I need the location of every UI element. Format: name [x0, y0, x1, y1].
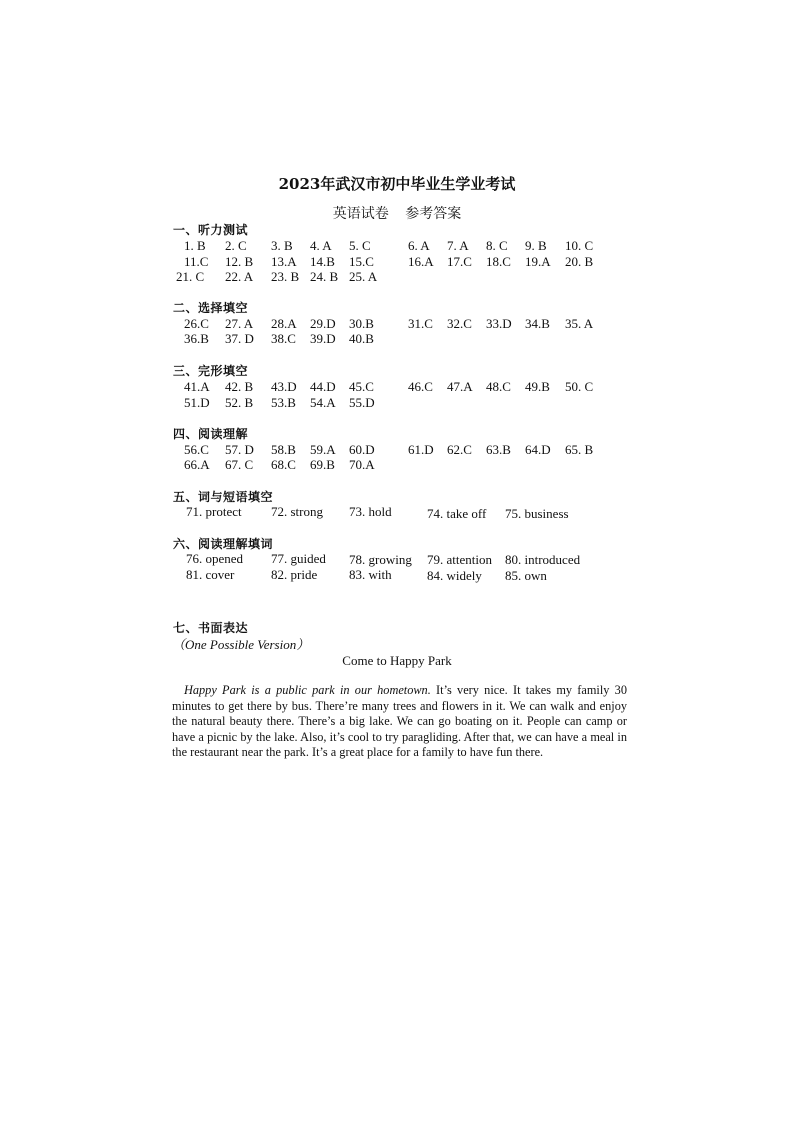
answer-item: 26.C: [184, 316, 209, 331]
section-heading-reading-fill: 六、阅读理解填词: [173, 537, 274, 551]
answer-item: 80. introduced: [505, 552, 581, 567]
section-heading-reading: 四、阅读理解: [173, 427, 249, 441]
page-subtitle: [0, 203, 794, 223]
answer-item: 27. A: [225, 316, 254, 331]
answer-item: 9. B: [525, 238, 547, 253]
answer-item: 78. growing: [349, 552, 412, 567]
answer-item: 13.A: [271, 254, 297, 269]
answer-item: 35. A: [565, 316, 594, 331]
version-note: （One Possible Version）: [172, 637, 310, 652]
answer-item: 66.A: [184, 457, 210, 472]
answer-item: 57. D: [225, 442, 254, 457]
answer-item: 19.A: [525, 254, 551, 269]
answer-item: 52. B: [225, 395, 254, 410]
answer-item: 3. B: [271, 238, 293, 253]
answer-item: 38.C: [271, 331, 296, 346]
answer-item: 70.A: [349, 457, 375, 472]
answer-item: 7. A: [447, 238, 469, 253]
answer-item: 31.C: [408, 316, 433, 331]
answer-item: 6. A: [408, 238, 430, 253]
answer-item: 46.C: [408, 379, 433, 394]
answer-item: 51.D: [184, 395, 210, 410]
answer-item: 10. C: [565, 238, 594, 253]
answer-item: 34.B: [525, 316, 550, 331]
answer-item: 33.D: [486, 316, 512, 331]
answer-item: 41.A: [184, 379, 210, 394]
answer-item: 23. B: [271, 269, 300, 284]
answer-item: 82. pride: [271, 567, 318, 582]
answer-item: 76. opened: [186, 551, 244, 566]
section-heading-vocabulary: 五、词与短语填空: [173, 490, 274, 504]
section-heading-writing: 七、书面表达: [173, 621, 249, 635]
answer-item: 11.C: [184, 254, 209, 269]
answer-item: 39.D: [310, 331, 336, 346]
answer-item: 55.D: [349, 395, 375, 410]
answer-item: 43.D: [271, 379, 297, 394]
essay-title: Come to Happy Park: [342, 653, 452, 668]
answer-item: 72. strong: [271, 504, 323, 519]
answer-item: 69.B: [310, 457, 335, 472]
answer-item: 58.B: [271, 442, 296, 457]
answer-item: 45.C: [349, 379, 374, 394]
answer-item: 56.C: [184, 442, 209, 457]
answer-item: 81. cover: [186, 567, 235, 582]
answer-item: 16.A: [408, 254, 434, 269]
answer-item: 64.D: [525, 442, 551, 457]
answer-item: 12. B: [225, 254, 254, 269]
answer-item: 60.D: [349, 442, 375, 457]
answer-item: 49.B: [525, 379, 550, 394]
answer-item: 85. own: [505, 568, 547, 583]
essay-body: [172, 683, 627, 761]
answer-item: 67. C: [225, 457, 254, 472]
answer-item: 15.C: [349, 254, 374, 269]
answer-item: 29.D: [310, 316, 336, 331]
answer-item: 53.B: [271, 395, 296, 410]
essay-text: It’s very nice. It takes my family 30 minutes to get there by bus. There’re many trees and flowers in it. We can walk and enjoy the natural beauty there. There’s a big lake. We can go boating on it. People can camp or have a picnic by the lake. Also, it’s cool to try paragliding. After that, we can have a meal in the restaurant near the park. It’s a great place for a family to have fun there.: [172, 683, 627, 760]
answer-item: 54.A: [310, 395, 336, 410]
answer-item: 20. B: [565, 254, 594, 269]
answer-item: 4. A: [310, 238, 332, 253]
answer-item: 62.C: [447, 442, 472, 457]
answer-item: 18.C: [486, 254, 511, 269]
answer-item: 28.A: [271, 316, 297, 331]
page-title: 2023年武汉市初中毕业生学业考试: [278, 175, 516, 193]
answer-item: 40.B: [349, 331, 374, 346]
answer-item: 2. C: [225, 238, 247, 253]
section-heading-choice: 二、选择填空: [173, 301, 249, 315]
answer-item: 21. C: [176, 269, 205, 284]
answer-item: 1. B: [184, 238, 206, 253]
section-heading-cloze: 三、完形填空: [173, 364, 249, 378]
answer-item: 61.D: [408, 442, 434, 457]
answer-item: 71. protect: [186, 504, 242, 519]
answer-item: 30.B: [349, 316, 374, 331]
answer-item: 17.C: [447, 254, 472, 269]
answer-item: 42. B: [225, 379, 254, 394]
answer-item: 22. A: [225, 269, 254, 284]
answer-item: 14.B: [310, 254, 335, 269]
answer-item: 63.B: [486, 442, 511, 457]
answer-item: 50. C: [565, 379, 594, 394]
answer-item: 74. take off: [427, 506, 487, 521]
answer-item: 8. C: [486, 238, 508, 253]
answer-item: 24. B: [310, 269, 339, 284]
answer-item: 59.A: [310, 442, 336, 457]
subtitle-answers: 参考答案: [405, 206, 462, 222]
answer-item: 77. guided: [271, 551, 326, 566]
answer-item: 73. hold: [349, 504, 392, 519]
section-heading-listening: 一、听力测试: [173, 223, 249, 237]
answer-item: 36.B: [184, 331, 209, 346]
answer-item: 75. business: [505, 506, 569, 521]
answer-item: 25. A: [349, 269, 378, 284]
answer-item: 79. attention: [427, 552, 492, 567]
answer-item: 32.C: [447, 316, 472, 331]
answer-item: 83. with: [349, 567, 392, 582]
essay-first-sentence: Happy Park is a public park in our hometown.: [184, 683, 431, 697]
answer-item: 65. B: [565, 442, 594, 457]
answer-item: 84. widely: [427, 568, 482, 583]
answer-item: 5. C: [349, 238, 371, 253]
answer-item: 44.D: [310, 379, 336, 394]
answer-item: 37. D: [225, 331, 254, 346]
answer-item: 48.C: [486, 379, 511, 394]
subtitle-exam: 英语试卷: [332, 206, 389, 222]
answer-item: 68.C: [271, 457, 296, 472]
answer-item: 47.A: [447, 379, 473, 394]
